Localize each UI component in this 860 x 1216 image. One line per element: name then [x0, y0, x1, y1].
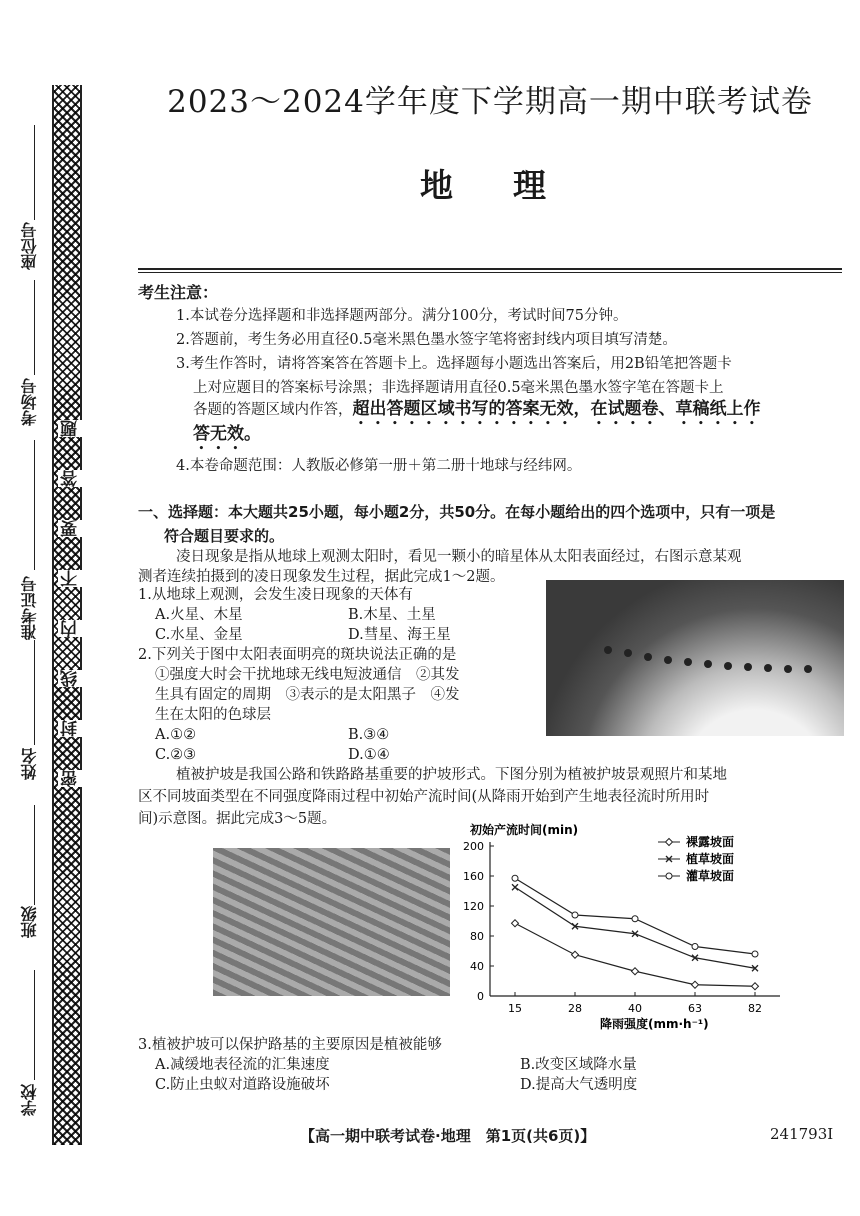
- question-2: 2.下列关于图中太阳表面明亮的斑块说法正确的是: [138, 647, 457, 663]
- data-point: [692, 944, 698, 950]
- y-tick-label: 200: [463, 840, 484, 853]
- option: B.改变区域降水量: [520, 1057, 637, 1073]
- option: D.彗星、海王星: [348, 627, 451, 643]
- legend-label: 灌草坡面: [686, 869, 735, 883]
- question-1: 1.从地球上观测，会发生凌日现象的天体有: [138, 587, 413, 603]
- data-point: [512, 920, 519, 927]
- seal-char: 不: [58, 570, 83, 587]
- notice-item: 3.考生作答时，请将答案答在答题卡上。选择题每小题选出答案后，用2B铅笔把答题卡: [176, 356, 732, 372]
- sun-transit-photo: [546, 580, 844, 736]
- data-point: [572, 912, 578, 918]
- x-tick-label: 82: [748, 1002, 762, 1015]
- option: A.减缓地表径流的汇集速度: [155, 1057, 330, 1073]
- intro-text: 植被护坡是我国公路和铁路路基重要的护坡形式。下图分别为植被护坡景观照片和某地: [176, 767, 727, 783]
- section-heading: [138, 500, 848, 548]
- divider: [138, 272, 842, 273]
- notice-item: 上对应题目的答案标号涂黑；非选择题请用直径0.5毫米黑色墨水签字笔在答题卡上: [193, 380, 724, 396]
- notice-text: 各题的答题区域内作答，: [193, 402, 353, 418]
- x-axis-label: 降雨强度(mm·h⁻¹): [600, 1017, 709, 1031]
- subject-title: 地理: [420, 166, 606, 205]
- data-point: [512, 875, 518, 881]
- y-tick-label: 120: [463, 900, 484, 913]
- series-line: [515, 887, 755, 968]
- question-2-text: 生在太阳的色球层: [155, 707, 271, 723]
- notice-emphasis: 答无效。: [193, 424, 261, 444]
- seal-char: 答: [58, 470, 83, 487]
- fill-line: [34, 805, 35, 905]
- fill-line: [34, 440, 35, 570]
- paper-code: 241793I: [770, 1125, 834, 1143]
- seal-char: 内: [58, 620, 83, 637]
- section-heading-line: 一、选择题：本大题共25小题，每小题2分，共50分。在每小题给出的四个选项中，只有一项是: [138, 503, 776, 521]
- data-point: [692, 981, 699, 988]
- option: B.③④: [348, 727, 390, 743]
- seal-char: 封: [58, 720, 83, 737]
- label-admission-number: 准考证号: [20, 576, 39, 640]
- option: D.提高大气透明度: [520, 1077, 638, 1093]
- option: C.水星、金星: [155, 627, 243, 643]
- runoff-time-chart: [440, 822, 800, 1032]
- data-point: [632, 968, 639, 975]
- label-seat-number: 座位号: [20, 222, 39, 270]
- label-exam-room: 考场号: [20, 378, 39, 426]
- notice-item: 1.本试卷分选择题和非选择题两部分。满分100分，考试时间75分钟。: [176, 308, 628, 324]
- question-2-text: 生具有固定的周期 ③表示的是太阳黑子 ④发: [155, 687, 460, 703]
- data-point: [752, 951, 758, 957]
- option: A.火星、木星: [155, 607, 243, 623]
- label-class: 班级: [20, 906, 39, 938]
- binding-seal-strip: [52, 85, 82, 1145]
- question-2-text: ①强度大时会干扰地球无线电短波通信 ②其发: [155, 667, 460, 683]
- series-line: [515, 923, 755, 986]
- y-tick-label: 80: [470, 930, 484, 943]
- y-tick-label: 0: [477, 990, 484, 1003]
- intro-text: 测者连续拍摄到的凌日现象发生过程，据此完成1～2题。: [138, 569, 505, 585]
- seal-char: 要: [58, 520, 83, 537]
- intro-text: 区不同坡面类型在不同强度降雨过程中初始产流时间(从降雨开始到产生地表径流时所用时: [138, 789, 710, 805]
- notice-heading: 考生注意：: [138, 283, 219, 302]
- option: C.②③: [155, 747, 197, 763]
- fill-line: [34, 640, 35, 745]
- seal-char: 题: [58, 420, 83, 437]
- fill-line: [34, 125, 35, 220]
- data-point: [572, 951, 579, 958]
- page-footer: 【高一期中联考试卷·地理 第1页(共6页)】: [300, 1127, 596, 1145]
- y-tick-label: 40: [470, 960, 484, 973]
- notice-emphasis: 超出答题区域书写的答案无效，在试题卷、草稿纸上作: [352, 399, 761, 419]
- data-point: [752, 983, 759, 990]
- x-tick-label: 40: [628, 1002, 642, 1015]
- legend-label: 裸露坡面: [686, 835, 735, 849]
- x-tick-label: 15: [508, 1002, 522, 1015]
- exam-title: 2023～2024学年度下学期高一期中联考试卷: [167, 84, 813, 120]
- option: A.①②: [155, 727, 197, 743]
- fill-line: [34, 280, 35, 375]
- intro-text: 间)示意图。据此完成3～5题。: [138, 811, 337, 827]
- option: D.①④: [348, 747, 390, 763]
- label-name: 姓名: [20, 748, 39, 780]
- y-axis-label: 初始产流时间(min): [470, 823, 579, 837]
- legend-label: 植草坡面: [686, 852, 735, 866]
- x-tick-label: 28: [568, 1002, 582, 1015]
- seal-char: 密: [58, 770, 83, 787]
- vegetation-slope-photo: [213, 848, 450, 996]
- data-point: [666, 873, 672, 879]
- notice-item-3-tail: [193, 398, 761, 429]
- option: B.木星、土星: [348, 607, 436, 623]
- option: C.防止虫蚁对道路设施破坏: [155, 1077, 330, 1093]
- notice-item: 2.答题前，考生务必用直径0.5毫米黑色墨水签字笔将密封线内项目填写清楚。: [176, 332, 677, 348]
- question-3: 3.植被护坡可以保护路基的主要原因是植被能够: [138, 1037, 442, 1053]
- divider: [138, 268, 842, 270]
- seal-char: 线: [58, 670, 83, 687]
- label-school: 学校: [20, 1084, 39, 1116]
- y-tick-label: 160: [463, 870, 484, 883]
- data-point: [632, 916, 638, 922]
- notice-item: 4.本卷命题范围：人教版必修第一册＋第二册十地球与经纬网。: [176, 458, 582, 474]
- x-tick-label: 63: [688, 1002, 702, 1015]
- section-heading-line: 符合题目要求的。: [164, 527, 285, 545]
- fill-line: [34, 970, 35, 1080]
- intro-text: 凌日现象是指从地球上观测太阳时，看见一颗小的暗星体从太阳表面经过，右图示意某观: [176, 549, 742, 565]
- data-point: [666, 839, 673, 846]
